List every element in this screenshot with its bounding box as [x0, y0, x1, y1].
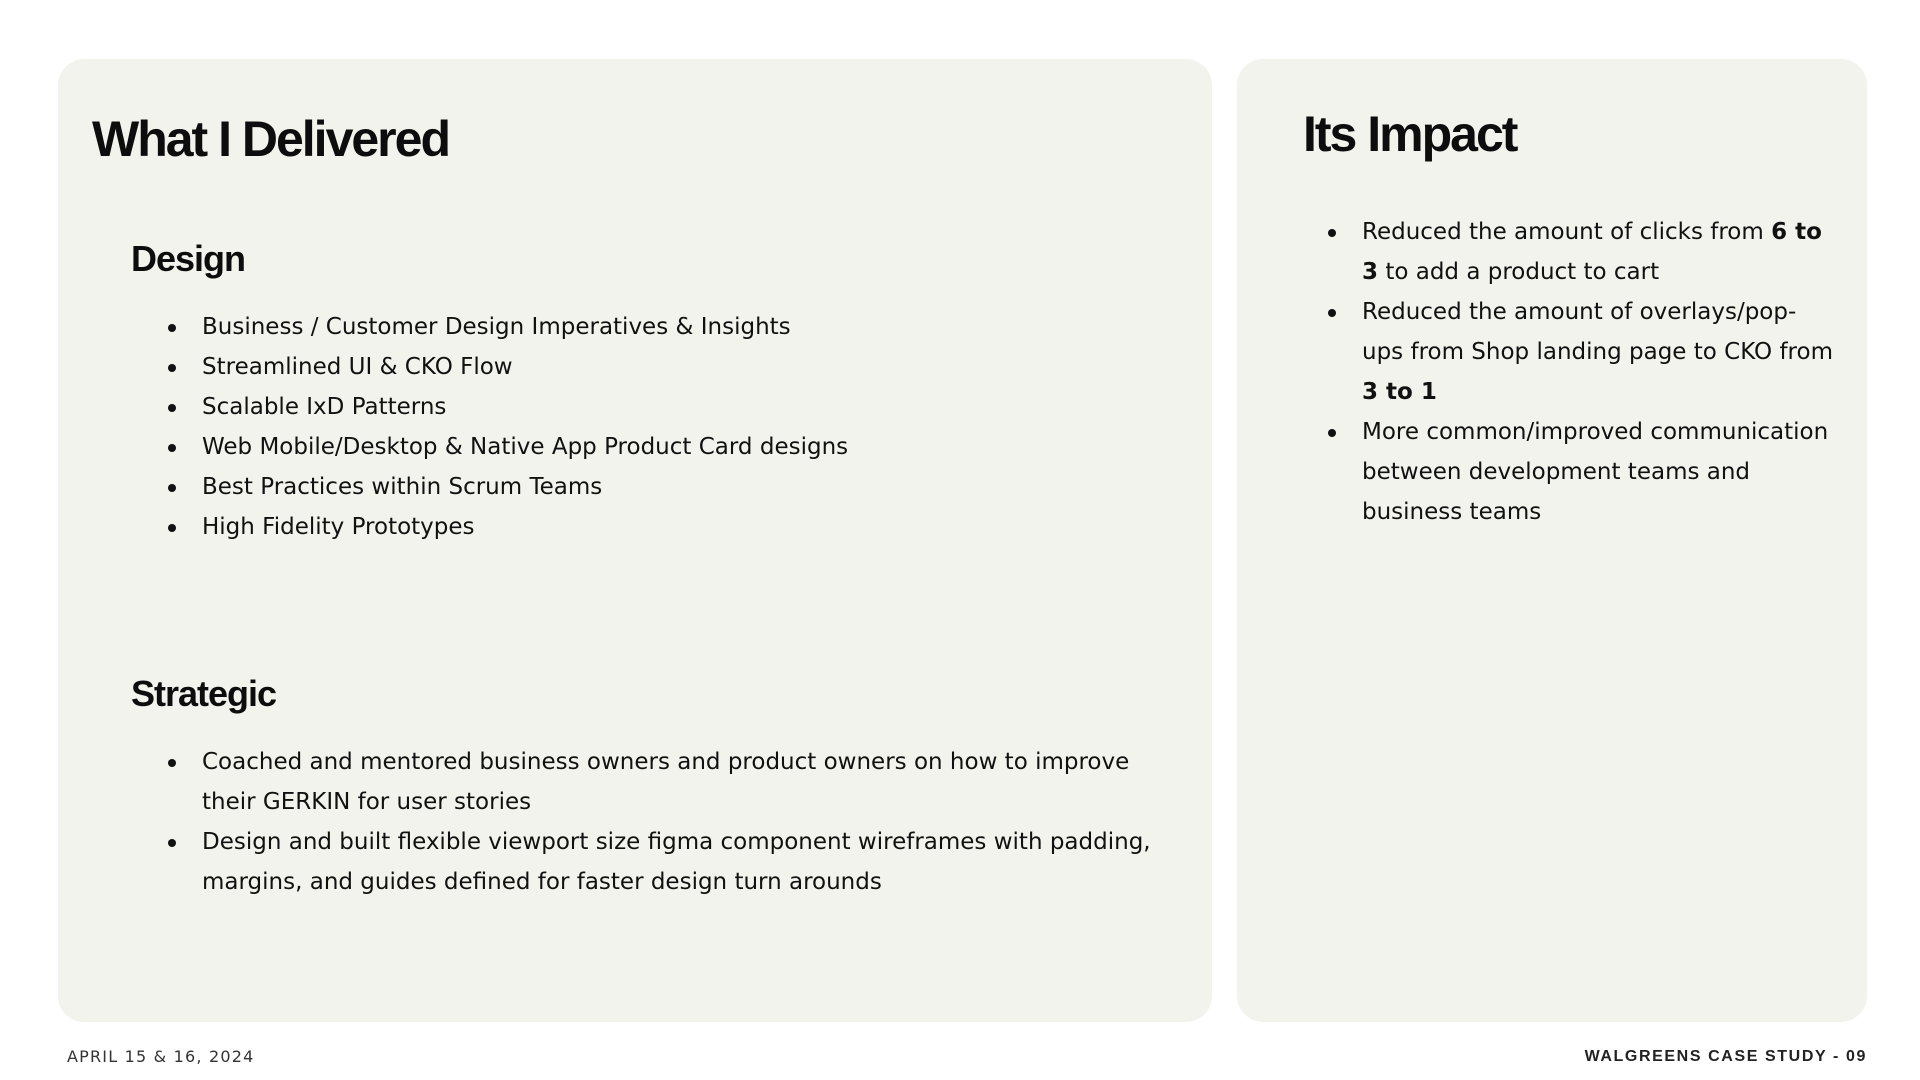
impact-list — [1326, 212, 1836, 532]
list-item: Web Mobile/Desktop & Native App Product Card designs — [166, 427, 1166, 467]
list-item: Business / Customer Design Imperatives & Insights — [166, 307, 1166, 347]
impact-highlight: 3 to 1 — [1362, 379, 1437, 405]
impact-text: More common/improved communication between development teams and business teams — [1362, 419, 1829, 525]
impact-item-communication — [1326, 412, 1836, 532]
list-item: Streamlined UI & CKO Flow — [166, 347, 1166, 387]
list-item: High Fidelity Prototypes — [166, 507, 1166, 547]
footer-date: APRIL 15 & 16, 2024 — [67, 1047, 255, 1066]
impact-item-clicks — [1326, 212, 1836, 292]
strategic-list — [166, 742, 1166, 902]
impact-item-overlays — [1326, 292, 1836, 412]
list-item: Coached and mentored business owners and product owners on how to improve their GERKIN for user stories — [166, 742, 1166, 822]
list-item: Design and built flexible viewport size figma component wireframes with padding, margins, and guides defined for faster design turn arounds — [166, 822, 1166, 902]
impact-text: Reduced the amount of overlays/pop-ups from Shop landing page to CKO from — [1362, 299, 1833, 365]
its-impact-card — [1237, 59, 1867, 1022]
list-item: Scalable IxD Patterns — [166, 387, 1166, 427]
design-heading: Design — [131, 238, 246, 279]
what-i-delivered-title: What I Delivered — [92, 111, 449, 167]
strategic-heading: Strategic — [131, 673, 277, 714]
impact-highlight: 6 to 3 — [1362, 219, 1822, 285]
what-i-delivered-card — [58, 59, 1212, 1022]
list-item: Best Practices within Scrum Teams — [166, 467, 1166, 507]
impact-text: Reduced the amount of clicks from — [1362, 219, 1772, 245]
its-impact-title: Its Impact — [1303, 106, 1517, 162]
design-list — [166, 307, 1166, 547]
impact-text: to add a product to cart — [1378, 259, 1660, 285]
footer-page-label: WALGREENS CASE STUDY - 09 — [1584, 1048, 1867, 1065]
